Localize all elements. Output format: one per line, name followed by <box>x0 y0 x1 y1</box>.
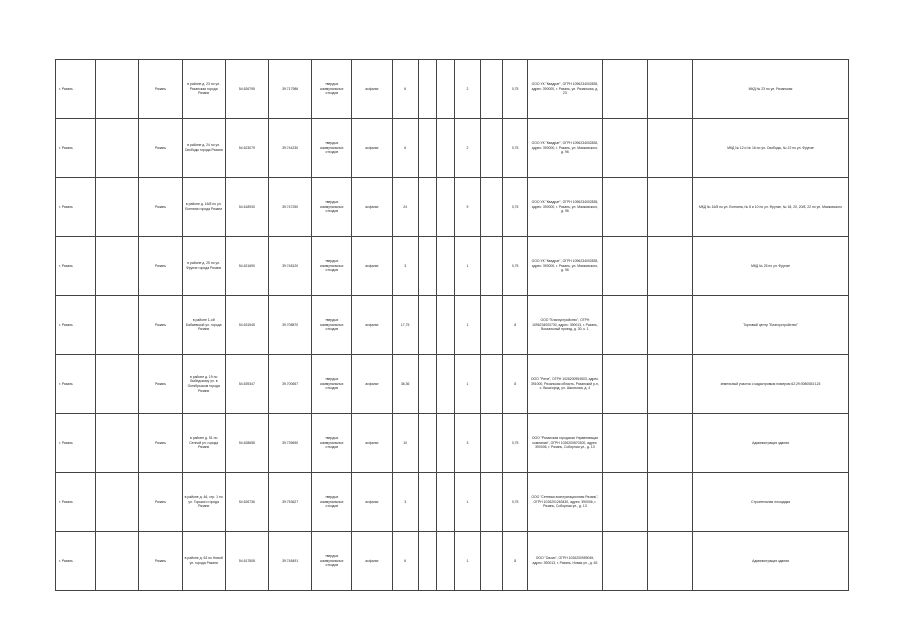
containers-cell: 2 <box>454 119 480 178</box>
surface-cell: асфальт <box>352 355 392 414</box>
empty-cell <box>418 355 436 414</box>
longitude-cell: 39.708870 <box>269 296 312 355</box>
locality-cell: г. Рязань <box>56 414 96 473</box>
empty-cell <box>96 119 139 178</box>
empty-cell <box>647 296 692 355</box>
volume-cell: 0,75 <box>503 60 528 119</box>
region-cell: Рязань <box>139 414 182 473</box>
owner-cell: ООО УК "Квадрат", ОГРН 1096234002835, адрес: 390000, г. Рязань, ул. Маяковского, д. 96 <box>528 178 602 237</box>
empty-cell <box>418 178 436 237</box>
empty-cell <box>480 414 502 473</box>
surface-cell: асфальт <box>352 414 392 473</box>
empty-cell <box>602 355 647 414</box>
table-row <box>56 178 849 237</box>
latitude-cell: 54.626795 <box>225 60 268 119</box>
area-cell: 6 <box>392 532 418 591</box>
empty-cell <box>96 296 139 355</box>
empty-cell <box>602 60 647 119</box>
surface-cell: асфальт <box>352 119 392 178</box>
owner-cell: ООО УК "Квадрат", ОГРН 1096234002835, адрес: 390000, г. Рязань, ул. Рязанская, д. 23 <box>528 60 602 119</box>
sources-cell: МКД № 23 по ул. Рязанская <box>693 60 849 119</box>
empty-cell <box>418 414 436 473</box>
empty-cell <box>602 119 647 178</box>
address-cell: в районе д. 25 по ул. Фрунзе города Рязани <box>182 237 225 296</box>
containers-cell: 3 <box>454 414 480 473</box>
longitude-cell: 39.748120 <box>269 237 312 296</box>
empty-cell <box>418 119 436 178</box>
containers-cell: 1 <box>454 355 480 414</box>
empty-cell <box>436 119 454 178</box>
owner-cell: ООО "Рязанская городская Управляющая компания", ОГРН 1026200870300, адрес: 390006, г. Рязань, Соборная ул., д. 13 <box>528 414 602 473</box>
volume-cell: 0,75 <box>503 119 528 178</box>
containers-cell: 1 <box>454 473 480 532</box>
locality-cell: г. Рязань <box>56 355 96 414</box>
purpose-cell: твердых коммунальных отходов <box>312 60 352 119</box>
containers-cell: 2 <box>454 60 480 119</box>
region-cell: Рязань <box>139 473 182 532</box>
sources-cell: МКД № 16/8 по ул. Есенина, № 8 и 10 по ул. Фрунзе, № 18, 20, 20/8, 22 по ул. Маяковского <box>693 178 849 237</box>
empty-cell <box>647 178 692 237</box>
latitude-cell: 54.617808 <box>225 532 268 591</box>
waste-sites-table <box>55 59 849 591</box>
latitude-cell: 54.626736 <box>225 473 268 532</box>
empty-cell <box>436 414 454 473</box>
sources-cell: МКД № 12 и № 16 по ул. Свободы, № 22 по ул. Фрунзе <box>693 119 849 178</box>
region-cell: Рязань <box>139 60 182 119</box>
empty-cell <box>96 414 139 473</box>
purpose-cell: твердых коммунальных отходов <box>312 178 352 237</box>
volume-cell: 8 <box>503 532 528 591</box>
longitude-cell: 39.700657 <box>269 355 312 414</box>
empty-cell <box>96 532 139 591</box>
area-cell: 36,36 <box>392 355 418 414</box>
empty-cell <box>647 355 692 414</box>
longitude-cell: 39.753627 <box>269 473 312 532</box>
empty-cell <box>480 237 502 296</box>
longitude-cell: 39.739690 <box>269 414 312 473</box>
containers-cell: 1 <box>454 237 480 296</box>
table-row <box>56 355 849 414</box>
empty-cell <box>602 414 647 473</box>
longitude-cell: 39.748491 <box>269 532 312 591</box>
empty-cell <box>647 414 692 473</box>
empty-cell <box>418 473 436 532</box>
empty-cell <box>436 60 454 119</box>
owner-cell: ООО УК "Квадрат", ОГРН 1096234002835, адрес: 390000, г. Рязань, ул. Маяковского, д. 96 <box>528 119 602 178</box>
empty-cell <box>480 119 502 178</box>
empty-cell <box>96 237 139 296</box>
empty-cell <box>602 178 647 237</box>
surface-cell: асфальт <box>352 296 392 355</box>
area-cell: 10 <box>392 414 418 473</box>
volume-cell: 0,75 <box>503 178 528 237</box>
volume-cell: 0,75 <box>503 237 528 296</box>
empty-cell <box>602 237 647 296</box>
sources-cell: Строительная площадка <box>693 473 849 532</box>
sources-cell: Администрация здания <box>693 414 849 473</box>
empty-cell <box>96 178 139 237</box>
area-cell: 3 <box>392 237 418 296</box>
address-cell: в районе д. 23 по ул. Рязанская города Рязани <box>182 60 225 119</box>
empty-cell <box>96 60 139 119</box>
empty-cell <box>480 60 502 119</box>
empty-cell <box>436 473 454 532</box>
empty-cell <box>418 296 436 355</box>
longitude-cell: 39.744230 <box>269 119 312 178</box>
owner-cell: ООО "Оазис", ОГРН 1026200959045, адрес: 390013, г. Рязань, Новая ул., д. 63 <box>528 532 602 591</box>
empty-cell <box>480 178 502 237</box>
surface-cell: асфальт <box>352 60 392 119</box>
surface-cell: асфальт <box>352 237 392 296</box>
surface-cell: асфальт <box>352 532 392 591</box>
address-cell: в районе д. 19 по Лыбедскому ул. в Октябрьском города Рязани <box>182 355 225 414</box>
empty-cell <box>96 355 139 414</box>
locality-cell: г. Рязань <box>56 473 96 532</box>
address-cell: в районе д. 16/8 по ул. Есенина города Рязани <box>182 178 225 237</box>
table-row <box>56 119 849 178</box>
area-cell: 6 <box>392 60 418 119</box>
volume-cell: 8 <box>503 296 528 355</box>
empty-cell <box>480 355 502 414</box>
empty-cell <box>436 178 454 237</box>
empty-cell <box>647 119 692 178</box>
table-row <box>56 532 849 591</box>
address-cell: в районе д. 46, стр. 1 по ул. Горького города Рязани <box>182 473 225 532</box>
volume-cell: 0,75 <box>503 473 528 532</box>
area-cell: 24 <box>392 178 418 237</box>
sources-cell: земельный участок с кадастровым номером 62:29:0080083:124 <box>693 355 849 414</box>
empty-cell <box>480 532 502 591</box>
locality-cell: г. Рязань <box>56 178 96 237</box>
containers-cell: 1 <box>454 532 480 591</box>
table-row <box>56 296 849 355</box>
sources-cell: Торговый центр "Благоустройство" <box>693 296 849 355</box>
sources-cell: Администрация здания <box>693 532 849 591</box>
longitude-cell: 39.717986 <box>269 60 312 119</box>
register-table-page <box>55 59 849 591</box>
table-row <box>56 414 849 473</box>
latitude-cell: 54.621690 <box>225 237 268 296</box>
locality-cell: г. Рязань <box>56 237 96 296</box>
sources-cell: МКД № 25 по ул. Фрунзе <box>693 237 849 296</box>
empty-cell <box>436 237 454 296</box>
region-cell: Рязань <box>139 178 182 237</box>
area-cell: 6 <box>392 119 418 178</box>
area-cell: 3 <box>392 473 418 532</box>
area-cell: 17,75 <box>392 296 418 355</box>
latitude-cell: 54.628658 <box>225 414 268 473</box>
empty-cell <box>647 237 692 296</box>
empty-cell <box>602 473 647 532</box>
containers-cell: 1 <box>454 296 480 355</box>
region-cell: Рязань <box>139 355 182 414</box>
address-cell: в районе д. 63 по Новой ул. города Рязани <box>182 532 225 591</box>
address-cell: в районе д. 51 по Сенной ул. города Рязани <box>182 414 225 473</box>
purpose-cell: твердых коммунальных отходов <box>312 414 352 473</box>
address-cell: в районе д. 24 по ул. Свободы города Рязани <box>182 119 225 178</box>
empty-cell <box>418 532 436 591</box>
empty-cell <box>480 473 502 532</box>
empty-cell <box>436 296 454 355</box>
empty-cell <box>647 60 692 119</box>
owner-cell: ООО УК "Квадрат", ОГРН 1096234002835, адрес: 390000, г. Рязань, ул. Маяковского, д. 96 <box>528 237 602 296</box>
surface-cell: асфальт <box>352 473 392 532</box>
table-row <box>56 237 849 296</box>
latitude-cell: 54.618930 <box>225 178 268 237</box>
purpose-cell: твердых коммунальных отходов <box>312 473 352 532</box>
locality-cell: г. Рязань <box>56 60 96 119</box>
empty-cell <box>436 532 454 591</box>
empty-cell <box>647 473 692 532</box>
empty-cell <box>96 473 139 532</box>
empty-cell <box>418 60 436 119</box>
region-cell: Рязань <box>139 237 182 296</box>
surface-cell: асфальт <box>352 178 392 237</box>
longitude-cell: 39.747250 <box>269 178 312 237</box>
table-row <box>56 60 849 119</box>
containers-cell: 9 <box>454 178 480 237</box>
empty-cell <box>647 532 692 591</box>
locality-cell: г. Рязань <box>56 119 96 178</box>
locality-cell: г. Рязань <box>56 532 96 591</box>
purpose-cell: твердых коммунальных отходов <box>312 532 352 591</box>
volume-cell: 8 <box>503 355 528 414</box>
owner-cell: ООО "Ритм", ОГРН 1026200954503, адрес: 391000, Рязанская область, Рязанский р-н, с. Вышгород, ул. Школьная, д. 4 <box>528 355 602 414</box>
region-cell: Рязань <box>139 119 182 178</box>
owner-cell: ООО "Благоустройство", ОГРН 1096234000730, адрес: 390013, г. Рязань, Вокзальный проезд, д. 30, к. 1 <box>528 296 602 355</box>
locality-cell: г. Рязань <box>56 296 96 355</box>
owner-cell: ООО "Сетевая эксплуатационная Рязань", ОГРН 1026201263430, адрес: 390006, г. Рязань, Соборная ул., д. 13 <box>528 473 602 532</box>
volume-cell: 0,75 <box>503 414 528 473</box>
table-row <box>56 473 849 532</box>
empty-cell <box>602 296 647 355</box>
latitude-cell: 54.623079 <box>225 119 268 178</box>
purpose-cell: твердых коммунальных отходов <box>312 296 352 355</box>
latitude-cell: 54.639347 <box>225 355 268 414</box>
latitude-cell: 54.631545 <box>225 296 268 355</box>
empty-cell <box>480 296 502 355</box>
region-cell: Рязань <box>139 296 182 355</box>
purpose-cell: твердых коммунальных отходов <box>312 237 352 296</box>
empty-cell <box>602 532 647 591</box>
purpose-cell: твердых коммунальных отходов <box>312 355 352 414</box>
empty-cell <box>418 237 436 296</box>
region-cell: Рязань <box>139 532 182 591</box>
purpose-cell: твердых коммунальных отходов <box>312 119 352 178</box>
empty-cell <box>436 355 454 414</box>
address-cell: в районе 1-ой Бабаевской ул. города Рязани <box>182 296 225 355</box>
